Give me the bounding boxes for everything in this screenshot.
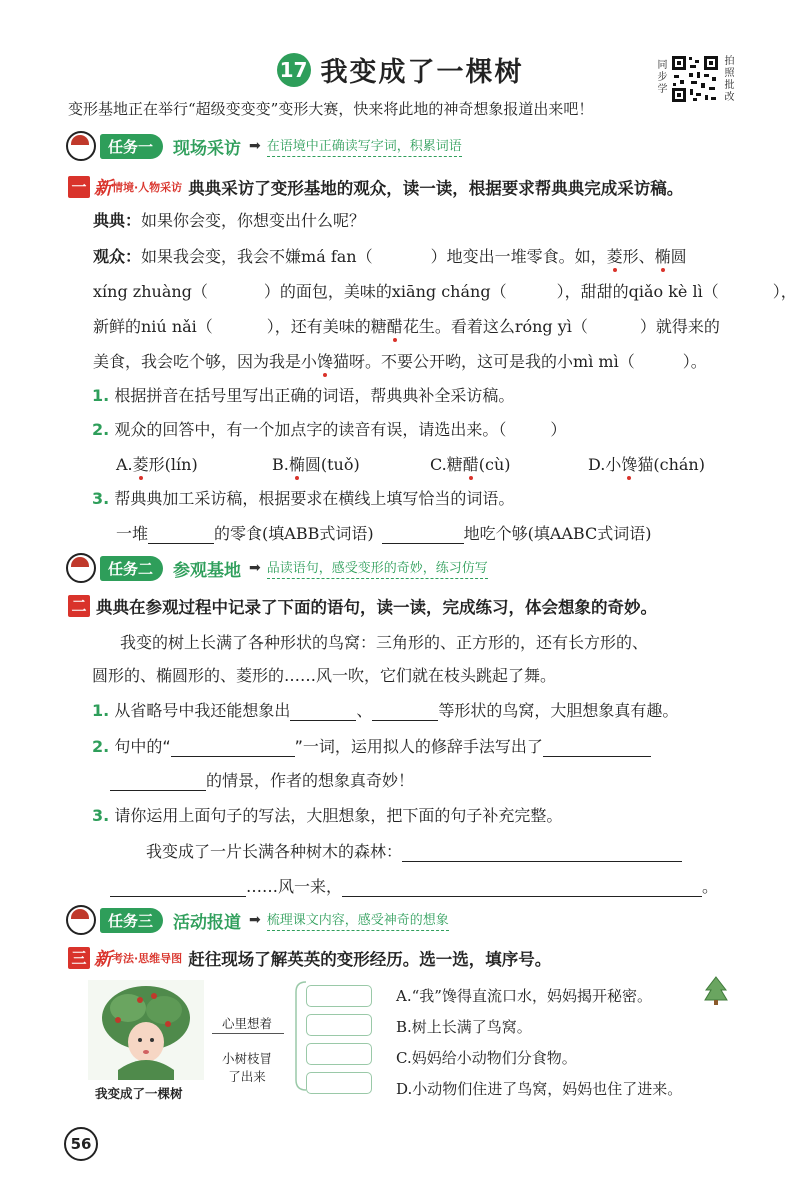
option-d[interactable]: D.小馋猫(chán) [588,455,705,474]
section-number: 三 [68,947,90,969]
intro-text: 变形基地正在举行“超级变变变”变形大赛，快来将此地的神奇想象报道出来吧！ [68,100,594,118]
option-c[interactable]: C.糖醋(cù) [430,455,511,474]
image-caption: 我变成了一棵树 [95,1086,183,1101]
task-goal: 品读语句，感受变形的奇妙，练习仿写 [267,557,488,579]
answer-box-4[interactable] [306,1072,372,1094]
mascot-icon [66,131,96,161]
choice-c: C.妈妈给小动物们分食物。 [396,1049,577,1067]
arrow-right-icon: ➡ [249,912,261,928]
page-number: 56 [64,1127,98,1161]
girl-tree-illustration [88,980,204,1080]
dialog-line-2: xíng zhuàng（ ）的面包，美味的xiāng cháng（ ），甜甜的qiǎo kè lì（ ）， [93,282,797,301]
section3-heading [68,945,551,971]
section-heading-text: 典典在参观过程中记录了下面的语句，读一读，完成练习，体会想象的奇妙。 [96,598,657,617]
question-1-3-fill: 一堆 的零食(填ABB式词语) 地吃个够(填AABC式词语) [116,524,652,543]
mascot-icon [66,905,96,935]
arrow-right-icon: ➡ [249,138,261,154]
section-tag: 考法·思维导图 [112,952,183,965]
task3-bar [66,907,449,933]
qr-code-icon[interactable] [671,55,719,103]
forest-blank-2[interactable] [110,880,246,897]
question-1-1: 1. 根据拼音在括号里写出正确的词语，帮典典补全采访稿。 [92,386,515,405]
task-label: 任务三 [100,908,163,933]
section-number: 二 [68,595,90,617]
new-badge: 新 [94,949,112,970]
qr-left-label: 同步学 [657,60,668,95]
question-2-3: 3. 请你运用上面句子的写法，大胆想象，把下面的句子补充完整。 [92,806,563,825]
dialog-line-1: 观众：如果我会变，我会不嫌má fan（ ）地变出一堆零食。如，菱形、椭圆 [93,247,687,266]
arrow-right-icon: ➡ [249,560,261,576]
task-goal: 在语境中正确读写字词，积累词语 [267,135,462,157]
choice-d: D.小动物们住进了鸟窝，妈妈也住了进来。 [396,1080,683,1098]
scene-blank-1[interactable] [543,740,651,757]
choice-a: A.“我”馋得直流口水，妈妈揭开秘密。 [396,987,652,1005]
task2-bar [66,555,488,581]
passage-line-2: 圆形的、椭圆形的、菱形的……风一吹，它们就在枝头跳起了舞。 [92,666,557,685]
dialog-line-4: 美食，我会吃个够，因为我是小馋猫呀。不要公开哟，这可是我的小mì mì（ ）。 [93,352,707,371]
task-name: 现场采访 [173,138,242,159]
section-tag: 情境·人物采访 [112,181,183,194]
branch-divider [212,1033,284,1034]
question-2-2-cont: 的情景，作者的想象真奇妙！ [110,768,414,791]
section-number: 一 [68,176,90,198]
section2-heading [68,594,657,618]
answer-box-3[interactable] [306,1043,372,1065]
page-title: 我变成了一棵树 [320,57,524,88]
task-label: 任务二 [100,556,163,581]
dialog-line-3: 新鲜的niú nǎi（ ），还有美味的糖醋花生。看着这么róng yì（ ）就得来的 [93,317,720,336]
option-a[interactable]: A.菱形(lín) [116,455,198,474]
question-2-1: 1. 从省略号中我还能想象出 、 等形状的鸟窝，大胆想象真有趣。 [92,701,679,720]
shape-blank-2[interactable] [372,704,438,721]
task-goal: 梳理课文内容，感受神奇的想象 [267,909,449,931]
question-1-3: 3. 帮典典加工采访稿，根据要求在横线上填写恰当的词语。 [92,489,515,508]
forest-blank-1[interactable] [402,845,682,862]
option-b[interactable]: B.椭圆(tuǒ) [272,455,360,474]
answer-box-2[interactable] [306,1014,372,1036]
qr-right-label: 拍照批改 [724,56,735,103]
lesson-number: 17 [277,53,311,87]
task-name: 参观基地 [173,560,242,581]
answer-box-1[interactable] [306,985,372,1007]
shape-blank-1[interactable] [290,704,356,721]
scene-blank-2[interactable] [110,774,206,791]
word-blank[interactable] [171,740,295,757]
section1-heading [68,174,683,200]
mascot-icon [66,553,96,583]
choice-b: B.树上长满了鸟窝。 [396,1018,532,1036]
fill-line-1: 我变成了一片长满各种树木的森林： [146,839,682,862]
fill-line-2: ……风一来， 。 [110,874,718,897]
forest-blank-3[interactable] [342,880,702,897]
task-name: 活动报道 [173,912,242,933]
section-heading-text: 赶往现场了解英英的变形经历。选一选，填序号。 [188,950,552,969]
new-badge: 新 [94,178,112,199]
task1-bar [66,133,462,159]
tree-icon [704,976,728,1006]
branch-label-1: 心里想着 [222,1016,273,1031]
abb-blank[interactable] [148,527,214,544]
task-label: 任务一 [100,134,163,159]
question-1-2: 2. 观众的回答中，有一个加点字的读音有误，请选出来。（ ） [92,420,567,439]
question-2-2: 2. 句中的“ ”一词，运用拟人的修辞手法写出了 [92,734,651,757]
section-heading-text: 典典采访了变形基地的观众，读一读，根据要求帮典典完成采访稿。 [188,179,684,198]
aabc-blank[interactable] [382,527,464,544]
dialog-line-dd: 典典：如果你会变，你想变出什么呢？ [93,211,366,230]
branch-label-2: 小树枝冒 了出来 [222,1051,273,1084]
passage-line-1: 我变的树上长满了各种形状的鸟窝：三角形的、正方形的，还有长方形的、 [120,633,649,652]
